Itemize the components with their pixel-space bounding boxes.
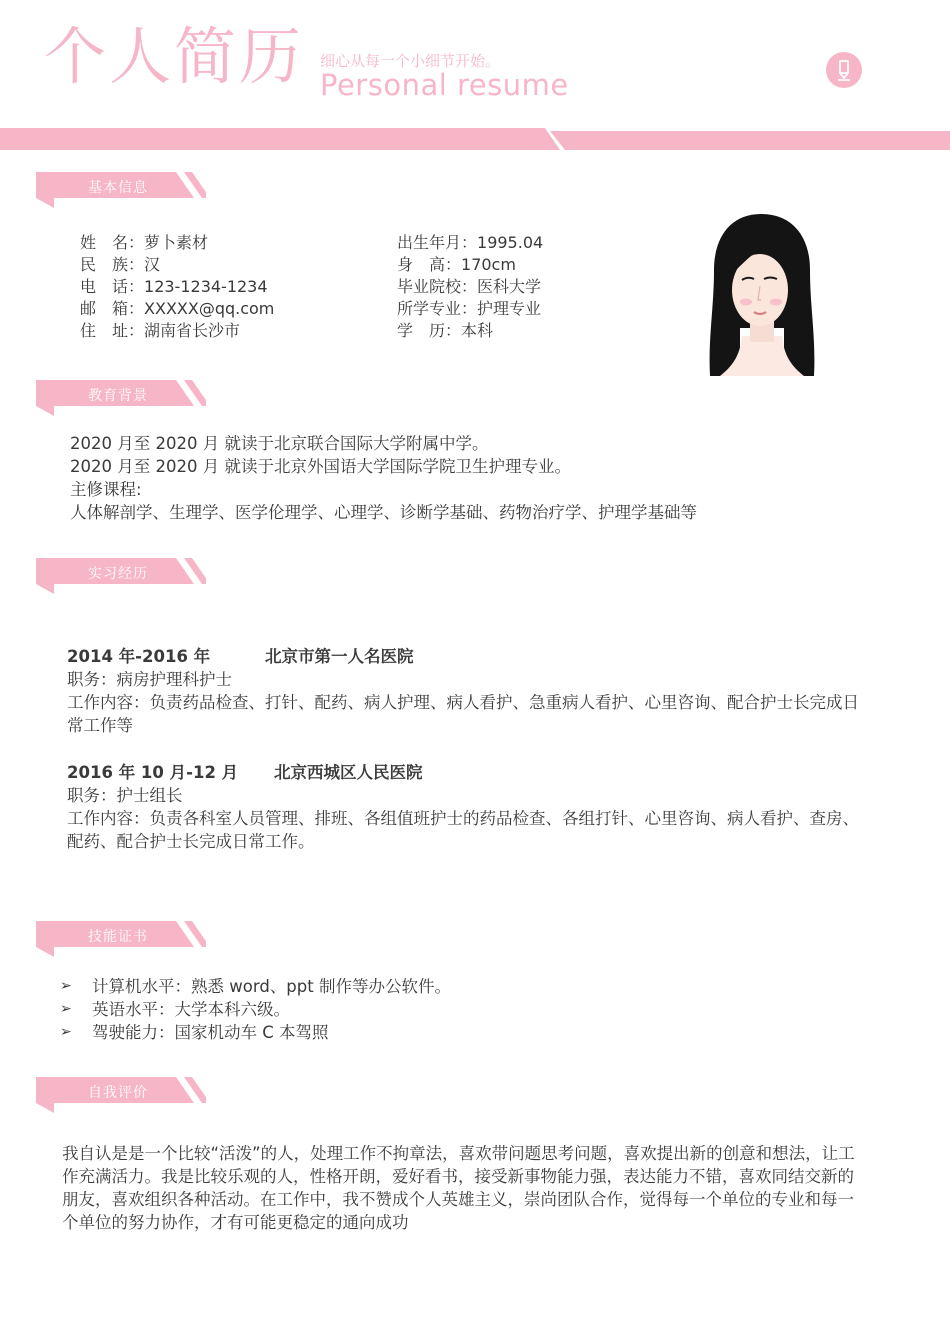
info-value: 本科 (461, 321, 494, 340)
arrow-bullet-icon: ➢ (60, 1001, 72, 1017)
info-row (80, 232, 380, 254)
list-item (60, 998, 880, 1021)
basic-info-right (397, 232, 677, 342)
skill-text: 驾驶能力：国家机动车 C 本驾照 (92, 1023, 329, 1042)
arrow-bullet-icon: ➢ (60, 978, 72, 994)
avatar (700, 208, 822, 380)
info-value: 1995.04 (477, 233, 544, 252)
info-value: 170cm (461, 255, 516, 274)
header-band (0, 128, 950, 154)
education-content (70, 432, 890, 524)
section-title: 实习经历 (88, 566, 148, 582)
info-row (397, 298, 677, 320)
internship-entry (67, 761, 867, 853)
info-key: 住 址： (80, 321, 145, 340)
section-header-basic (36, 172, 206, 208)
info-value: 医科大学 (477, 277, 542, 296)
info-key: 电 话： (80, 277, 145, 296)
section-header-skills (36, 921, 206, 957)
info-key: 邮 箱： (80, 299, 145, 318)
info-value: 汉 (144, 255, 161, 274)
info-value: 萝卜素材 (144, 233, 209, 252)
info-row (397, 254, 677, 276)
education-line: 2020 月至 2020 月 就读于北京外国语大学国际学院卫生护理专业。 (70, 457, 571, 476)
skill-text: 英语水平：大学本科六级。 (92, 1000, 290, 1019)
info-row (397, 320, 677, 342)
info-row (80, 276, 380, 298)
section-header-internship (36, 558, 206, 594)
info-row (80, 320, 380, 342)
info-row (397, 232, 677, 254)
skill-text: 计算机水平：熟悉 word、ppt 制作等办公软件。 (92, 977, 451, 996)
info-row (80, 254, 380, 276)
entry-role: 职务：护士组长 (67, 786, 183, 805)
skills-list (60, 975, 880, 1044)
list-item (60, 1021, 880, 1044)
pen-icon[interactable] (826, 52, 862, 88)
internship-entry (67, 645, 867, 737)
info-key: 学 历： (397, 321, 462, 340)
section-header-self-eval (36, 1077, 206, 1113)
info-row (397, 276, 677, 298)
info-key: 身 高： (397, 255, 462, 274)
section-title: 教育背景 (88, 388, 148, 404)
info-value: 湖南省长沙市 (144, 321, 241, 340)
arrow-bullet-icon: ➢ (60, 1024, 72, 1040)
entry-period: 2016 年 10 月-12 月 (67, 763, 239, 782)
entry-org: 北京西城区人民医院 (274, 763, 423, 782)
entry-org: 北京市第一人名医院 (265, 647, 414, 666)
info-key: 毕业院校： (397, 277, 478, 296)
info-value: 护理专业 (477, 299, 542, 318)
education-line: 主修课程: (70, 480, 142, 499)
section-title: 基本信息 (88, 180, 148, 196)
section-header-education (36, 380, 206, 416)
info-key: 所学专业： (397, 299, 478, 318)
list-item (60, 975, 880, 998)
info-key: 姓 名： (80, 233, 145, 252)
education-line: 人体解剖学、生理学、医学伦理学、心理学、诊断学基础、药物治疗学、护理学基础等 (70, 503, 697, 522)
slogan: 细心从每一个小细节开始。 (320, 52, 501, 70)
education-line: 2020 月至 2020 月 就读于北京联合国际大学附属中学。 (70, 434, 489, 453)
section-title: 技能证书 (88, 929, 148, 945)
section-title: 自我评价 (88, 1085, 148, 1101)
info-value: XXXXX@qq.com (144, 299, 275, 318)
info-key: 出生年月： (397, 233, 478, 252)
info-value: 123-1234-1234 (144, 277, 268, 296)
pen-glyph (834, 59, 854, 81)
entry-role: 职务：病房护理科护士 (67, 670, 232, 689)
info-key: 民 族： (80, 255, 145, 274)
entry-content: 工作内容：负责各科室人员管理、排班、各组值班护士的药品检查、各组打针、心里咨询、病人看护、查房、配药、配合护士长完成日常工作。 (67, 809, 859, 851)
info-row (80, 298, 380, 320)
entry-heading (67, 645, 867, 668)
page-title: 个人简历 (44, 20, 305, 93)
entry-content: 工作内容：负责药品检查、打针、配药、病人护理、病人看护、急重病人看护、心里咨询、配合护士长完成日常工作等 (67, 693, 859, 735)
page-subtitle: Personal resume (320, 68, 569, 102)
entry-period: 2014 年-2016 年 (67, 647, 211, 666)
self-eval-text: 我自认是是一个比较“活泼”的人，处理工作不拘章法，喜欢带问题思考问题，喜欢提出新的创意和想法，让工作充满活力。我是比较乐观的人，性格开朗，爱好看书，接受新事物能力强，表达能力不错，喜欢同结交新的朋友，喜欢组织各种活动。在工作中，我不赞成个人英雄主义，崇尚团队合作，觉得每一个单位的专业和每一个单位的努力协作，才有可能更稳定的通向成功 (62, 1144, 855, 1232)
entry-heading (67, 761, 867, 784)
basic-info-left (80, 232, 380, 342)
